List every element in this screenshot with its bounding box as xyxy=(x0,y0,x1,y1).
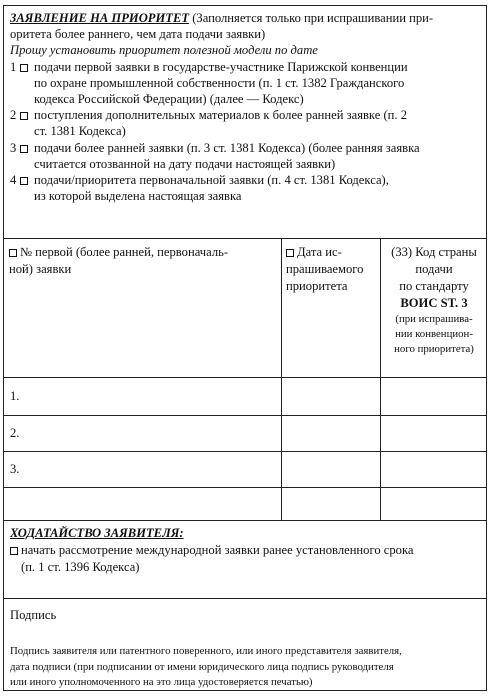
priority-option-1[interactable] xyxy=(10,59,480,108)
option-text: поступления дополнительных материалов к более ранней заявке (п. 2 xyxy=(34,108,408,123)
priority-header xyxy=(10,10,480,26)
checkbox-icon[interactable] xyxy=(20,177,28,185)
option-text: кодекса Российской Федерации) (далее — Кодекс) xyxy=(34,92,304,107)
option-text: по охране промышленной собственности (п. 1 ст. 1382 Гражданского xyxy=(34,75,405,90)
petition-text: (п. 1 ст. 1396 Кодекса) xyxy=(21,560,140,574)
priority-title-note-1: (Заполняется только при испрашивании при- xyxy=(192,11,434,25)
header-note: (при испрашива- xyxy=(395,313,473,325)
header-text: ной) заявки xyxy=(9,262,72,276)
signature-label: Подпись xyxy=(10,608,57,622)
option-text: ст. 1381 Кодекса) xyxy=(34,124,126,139)
checkbox-icon[interactable] xyxy=(9,249,17,257)
table-row-divider xyxy=(4,487,486,488)
table-row-divider xyxy=(4,377,486,378)
header-text: приоритета xyxy=(286,279,348,293)
petition-option[interactable] xyxy=(10,542,480,559)
application-form xyxy=(3,5,487,691)
header-text: ВОИС ST. 3 xyxy=(400,296,468,310)
header-text: Дата ис- xyxy=(297,245,342,259)
priority-option-3[interactable] xyxy=(10,140,480,172)
checkbox-icon[interactable] xyxy=(20,64,28,72)
signature-section xyxy=(4,598,486,692)
priority-section xyxy=(4,6,486,239)
option-text: из которой выделена настоящая заявка xyxy=(34,189,242,204)
option-text: подачи/приоритета первоначальной заявки (п. 4 ст. 1381 Кодекса), xyxy=(34,173,389,188)
priority-option-4[interactable] xyxy=(10,172,480,204)
header-text: подачи xyxy=(415,262,453,276)
priority-title: ЗАЯВЛЕНИЕ НА ПРИОРИТЕТ xyxy=(10,11,190,25)
option-number: 2 xyxy=(10,108,17,123)
petition-section xyxy=(4,520,486,599)
signature-note-line: Подпись заявителя или патентного поверенного, или иного представителя заявителя, xyxy=(10,645,402,657)
checkbox-icon[interactable] xyxy=(286,249,294,257)
table-row-divider xyxy=(4,415,486,416)
table-row-label[interactable]: 2. xyxy=(10,426,20,440)
option-number: 3 xyxy=(10,140,17,155)
priority-request: Прошу установить приоритет полезной модели по дате xyxy=(10,43,318,58)
table-row-divider xyxy=(4,451,486,452)
checkbox-icon[interactable] xyxy=(10,547,18,555)
option-text: подачи более ранней заявки (п. 3 ст. 1381 Кодекса) (более ранняя заявка xyxy=(34,140,420,155)
header-text: (33) Код страны xyxy=(391,245,477,259)
option-text: подачи первой заявки в государстве-участнике Парижской конвенции xyxy=(34,59,408,74)
checkbox-icon[interactable] xyxy=(20,112,28,120)
header-note: ного приоритета) xyxy=(394,343,474,355)
header-note: нии конвенцион- xyxy=(395,328,473,340)
table-header-country-code xyxy=(380,238,488,357)
table-row-label[interactable]: 3. xyxy=(10,462,20,476)
header-text: прашиваемого xyxy=(286,262,364,276)
option-text: считается отозванной на дату подачи настоящей заявки) xyxy=(34,156,336,171)
option-number: 4 xyxy=(10,173,17,188)
signature-note-line: дата подписи (при подписании от имени юридического лица подпись руководителя xyxy=(10,660,394,673)
priority-title-note-2: оритета более раннего, чем дата подачи заявки) xyxy=(10,27,266,42)
option-number: 1 xyxy=(10,59,17,74)
petition-text: начать рассмотрение международной заявки ранее установленного срока xyxy=(21,543,414,557)
signature-note xyxy=(10,644,480,691)
table-row-label[interactable]: 1. xyxy=(10,389,20,403)
header-text: № первой (более ранней, первоначаль- xyxy=(20,245,229,259)
signature-note-line: или иного уполномоченного на это лица удостоверяется печатью) xyxy=(10,676,313,688)
priority-option-2[interactable] xyxy=(10,107,480,139)
table-header-application-number[interactable] xyxy=(4,238,281,278)
header-text: по стандарту xyxy=(399,279,469,293)
checkbox-icon[interactable] xyxy=(20,145,28,153)
priority-table xyxy=(4,238,486,521)
table-header-priority-date[interactable] xyxy=(281,238,380,295)
petition-title: ХОДАТАЙСТВО ЗАЯВИТЕЛЯ: xyxy=(10,526,184,540)
